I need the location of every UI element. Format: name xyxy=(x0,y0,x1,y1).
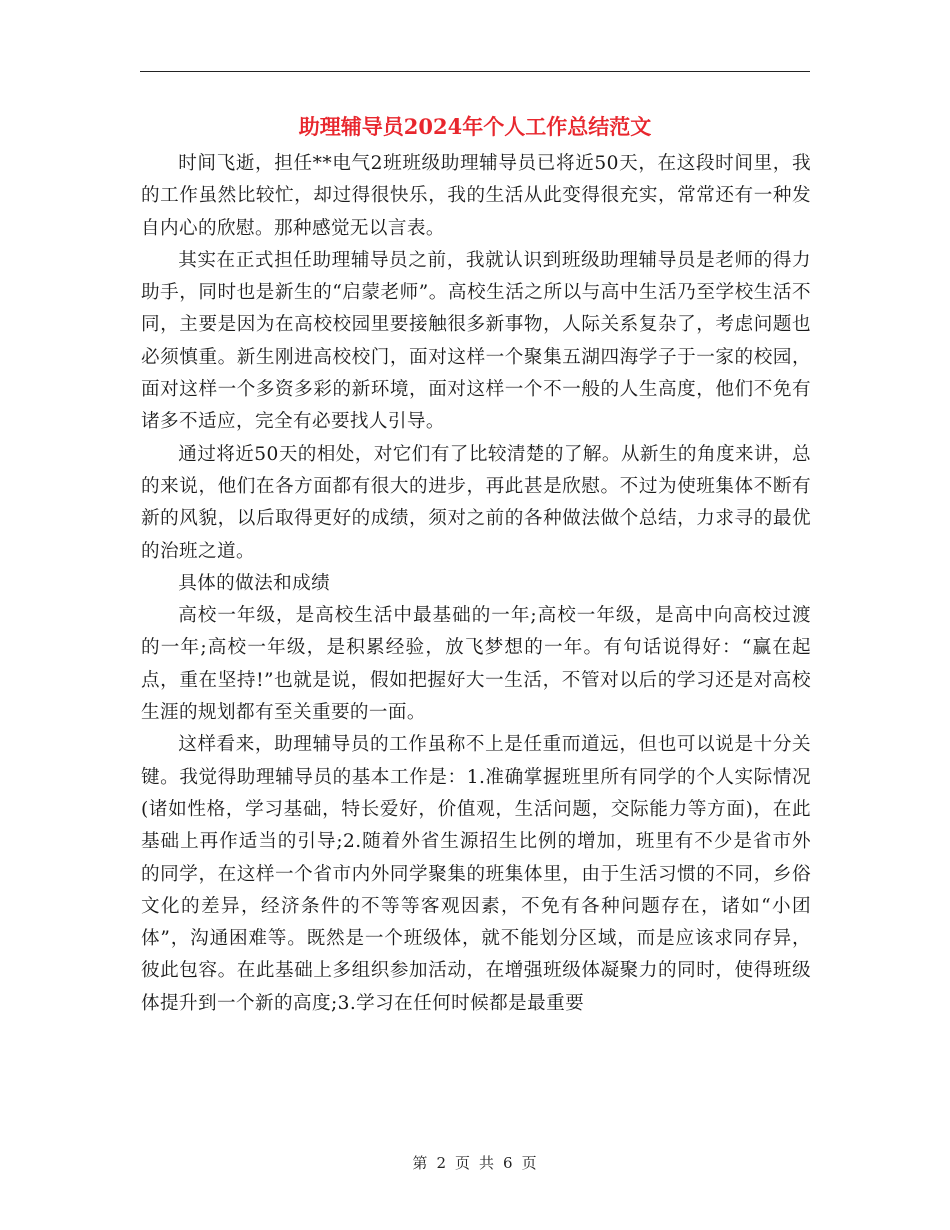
header-rule xyxy=(140,71,810,72)
paragraph: 这样看来，助理辅导员的工作虽称不上是任重而道远，但也可以说是十分关键。我觉得助理辅导员的基本工作是：1.准确掌握班里所有同学的个人实际情况(诸如性格，学习基础，特长爱好，价值观，生活问题，交际能力等方面)，在此基础上再作适当的引导;2.随着外省生源招生比例的增加，班里有不少是省市外的同学，在这样一个省市内外同学聚集的班集体里，由于生活习惯的不同，乡俗文化的差异，经济条件的不等等客观因素，不免有各种问题存在，诸如“小团体”，沟通困难等。既然是一个班级体，就不能划分区域，而是应该求同存异，彼此包容。在此基础上多组织参加活动，在增强班级体凝聚力的同时，使得班级体提升到一个新的高度;3.学习在任何时候都是最重要 xyxy=(141,734,811,1014)
paragraph: 高校一年级，是高校生活中最基础的一年;高校一年级，是高中向高校过渡的一年;高校一年级，是积累经验，放飞梦想的一年。有句话说得好：“赢在起点，重在坚持!”也就是说，假如把握好大一生活，不管对以后的学习还是对高校生涯的规划都有至关重要的一面。 xyxy=(141,605,811,724)
footer-label-ye: 页 xyxy=(454,1154,471,1172)
document-title: 助理辅导员2024年个人工作总结范文 xyxy=(298,114,652,139)
current-page-number: 2 xyxy=(436,1154,447,1172)
paragraph: 时间飞逝，担任**电气2班班级助理辅导员已将近50天，在这段时间里，我的工作虽然比较忙，却过得很快乐，我的生活从此变得很充实，常常还有一种发自内心的欣慰。那种感觉无以言表。 xyxy=(141,153,811,239)
footer-label-gong: 共 xyxy=(479,1154,496,1172)
page-footer xyxy=(0,1152,950,1173)
paragraph: 通过将近50天的相处，对它们有了比较清楚的了解。从新生的角度来讲，总的来说，他们在各方面都有很大的进步，再此甚是欣慰。不过为使班集体不断有新的风貌，以后取得更好的成绩，须对之前的各种做法做个总结，力求寻的最优的治班之道。 xyxy=(141,443,811,562)
footer-label-di: 第 xyxy=(412,1154,429,1172)
total-pages-number: 6 xyxy=(503,1154,514,1172)
section-heading: 具体的做法和成绩 xyxy=(178,572,331,594)
footer-label-ye2: 页 xyxy=(521,1154,538,1172)
paragraph: 其实在正式担任助理辅导员之前，我就认识到班级助理辅导员是老师的得力助手，同时也是新生的“启蒙老师”。高校生活之所以与高中生活乃至学校生活不同，主要是因为在高校校园里要接触很多新事物，人际关系复杂了，考虑问题也必须慎重。新生刚进高校校门，面对这样一个聚集五湖四海学子于一家的校园，面对这样一个多资多彩的新环境，面对这样一个不一般的人生高度，他们不免有诸多不适应，完全有必要找人引导。 xyxy=(141,249,811,433)
document-body xyxy=(141,148,811,1020)
